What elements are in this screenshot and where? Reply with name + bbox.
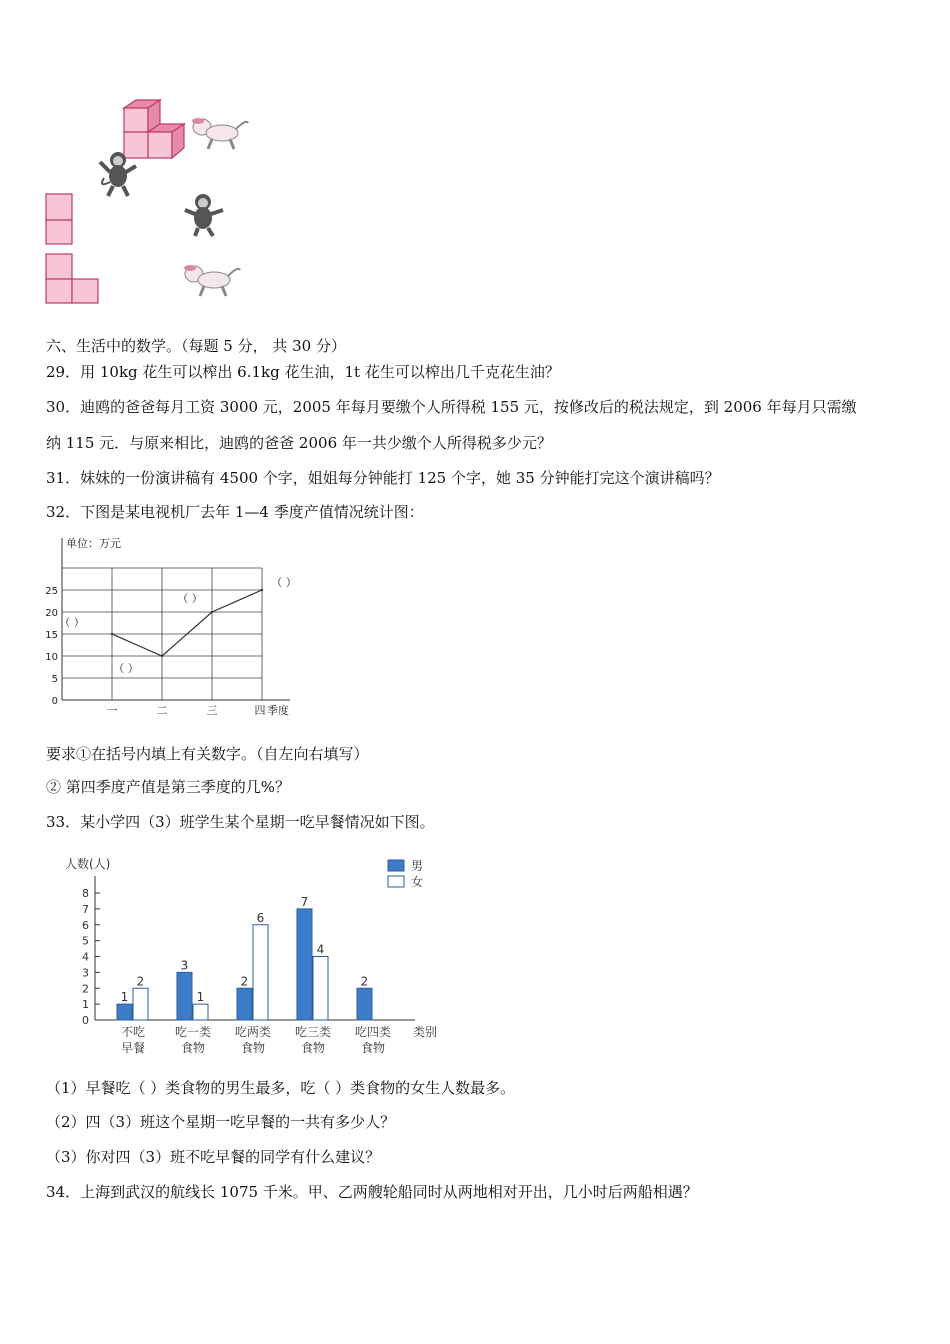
category-label-line1: 吃四类 (354, 1025, 392, 1039)
bar-value-label: 6 (256, 910, 265, 925)
y-tick-label: 2 (82, 982, 89, 996)
question-32-requirement-2: ② 第四季度产值是第三季度的几%？ (46, 778, 291, 796)
y-tick-label: 25 (45, 586, 58, 597)
dog-icon (192, 118, 248, 149)
question-33: 33．某小学四（3）班学生某个星期一吃早餐情况如下图。 (46, 813, 435, 831)
legend-swatch (388, 876, 404, 887)
views-figure (40, 90, 270, 315)
y-tick-label: 10 (45, 652, 58, 663)
view-two-squares (46, 194, 72, 244)
x-axis-label: 季度 (267, 704, 289, 717)
category-label-line2: 早餐 (120, 1041, 146, 1055)
y-tick-label: 3 (82, 966, 89, 980)
category-label-line2: 食物 (180, 1041, 206, 1055)
legend-swatch (388, 860, 404, 871)
y-tick-label: 1 (82, 998, 89, 1012)
category-label-line2: 食物 (240, 1041, 266, 1055)
question-33-sub-2: （2）四（3）班这个星期一吃早餐的一共有多少人？ (46, 1113, 396, 1131)
data-point (161, 655, 163, 657)
question-33-sub-3: （3）你对四（3）班不吃早餐的同学有什么建议？ (46, 1148, 381, 1166)
bar (357, 988, 372, 1020)
blank-value-label: （ ） (271, 576, 297, 589)
x-tick-label: 三 (206, 704, 218, 717)
y-tick-label: 6 (82, 918, 89, 932)
legend-label: 男 (411, 859, 424, 873)
x-tick-label: 二 (156, 704, 168, 717)
bar (253, 925, 268, 1020)
question-30-line1: 30．迪鸥的爸爸每月工资 3000 元，2005 年每月要缴个人所得税 155 元，按修改后的税法规定，到 2006 年每月只需缴 (46, 398, 857, 416)
bar-value-label: 2 (136, 974, 145, 989)
data-point (261, 589, 263, 591)
y-tick-label: 5 (82, 934, 89, 948)
y-tick-label: 7 (82, 902, 89, 916)
bar (313, 957, 328, 1021)
data-point (111, 633, 113, 635)
y-axis-label: 单位：万元 (66, 537, 121, 550)
blank-value-label: （ ） (177, 592, 203, 605)
question-32: 32．下图是某电视机厂去年 1—4 季度产值情况统计图： (46, 503, 424, 521)
breakfast-bar-chart (55, 848, 455, 1063)
category-label-line1: 不吃 (120, 1025, 146, 1039)
question-34: 34．上海到武汉的航线长 1075 千米。甲、乙两艘轮船同时从两地相对开出，几小时后两船相遇？ (46, 1183, 698, 1201)
x-tick-label: 一 (106, 704, 118, 717)
bar-value-label: 7 (300, 894, 309, 909)
monkey-icon (185, 194, 223, 236)
dog-icon (184, 265, 240, 296)
question-30-line2: 纳 115 元．与原来相比，迪鸥的爸爸 2006 年一共少缴个人所得税多少元？ (46, 434, 552, 452)
y-tick-label: 5 (51, 674, 58, 685)
y-tick-label: 4 (82, 950, 89, 964)
bar (297, 909, 312, 1020)
y-tick-label: 20 (45, 608, 58, 619)
y-tick-label: 8 (82, 887, 89, 900)
bar (237, 988, 252, 1020)
bar-value-label: 2 (240, 974, 249, 989)
x-axis-label: 类别 (412, 1025, 438, 1039)
question-32-requirement-1: 要求①在括号内填上有关数字。（自左向右填写） (46, 745, 369, 763)
bar-value-label: 2 (360, 974, 369, 989)
section-title: 六、生活中的数学。（每题 5 分， 共 30 分） (46, 337, 346, 355)
bar (193, 1004, 208, 1020)
category-label-line2: 食物 (300, 1041, 326, 1055)
bar-value-label: 3 (180, 958, 189, 973)
legend-label: 女 (411, 875, 424, 889)
blank-value-label: （ ） (113, 662, 139, 675)
bar (117, 1004, 132, 1020)
question-29: 29．用 10kg 花生可以榨出 6.1kg 花生油，1t 花生可以榨出几千克花生油？ (46, 363, 560, 381)
bar (177, 972, 192, 1020)
question-31: 31．妹妹的一份演讲稿有 4500 个字，姐姐每分钟能打 125 个字，她 35 分钟能打完这个演讲稿吗？ (46, 469, 720, 487)
category-label-line2: 食物 (360, 1041, 386, 1055)
y-tick-label: 15 (45, 630, 58, 641)
y-axis-label: 人数(人) (65, 857, 111, 871)
monkey-icon (100, 152, 136, 196)
x-tick-label: 四 (254, 704, 266, 717)
view-l-shape (46, 254, 98, 303)
data-point (211, 611, 213, 613)
bar-value-label: 1 (196, 990, 205, 1005)
question-33-sub-1: （1）早餐吃（ ）类食物的男生最多，吃（ ）类食物的女生人数最多。 (46, 1079, 516, 1097)
category-label-line1: 吃两类 (234, 1025, 272, 1039)
category-label-line1: 吃一类 (174, 1025, 212, 1039)
category-label-line1: 吃三类 (294, 1025, 332, 1039)
y-tick-label: 0 (51, 696, 58, 707)
blank-value-label: （ ） (59, 616, 85, 629)
bar-value-label: 4 (316, 942, 325, 957)
bar-value-label: 1 (120, 990, 129, 1005)
y-tick-label: 0 (82, 1014, 89, 1027)
bar (133, 988, 148, 1020)
quarterly-output-line-chart (40, 530, 320, 720)
cube-stack-icon (124, 100, 184, 158)
